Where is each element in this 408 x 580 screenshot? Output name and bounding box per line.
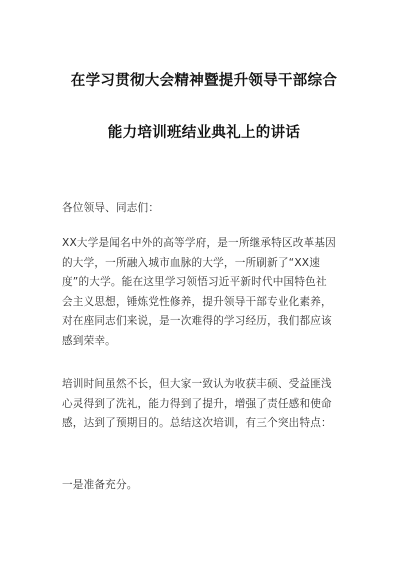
- paragraph-line: 培训时间虽然不长，但大家一致认为收获丰硕、受益匪浅: [62, 378, 332, 390]
- paragraph-line: 感到荣幸。: [62, 334, 116, 347]
- paragraph-line: 的大学，一所融入城市血脉的大学，一所刷新了“XX速: [62, 256, 321, 269]
- paragraph-line: 一是准备充分。: [62, 479, 138, 491]
- paragraph-line: 感，达到了预期目的。总结这次培训，有三个突出特点：: [62, 417, 332, 429]
- document-title-line-1: 在学习贯彻大会精神暨提升领导干部综合: [70, 73, 338, 89]
- paragraph-line: 心灵得到了洗礼，能力得到了提升，增强了责任感和使命: [62, 397, 332, 410]
- paragraph-2: [62, 375, 362, 434]
- paragraph-1: [62, 234, 362, 351]
- paragraph-line: 度”的大学。能在这里学习领悟习近平新时代中国特色社: [62, 276, 327, 288]
- document-title-line-2: 能力培训班结业典礼上的讲话: [107, 125, 301, 141]
- paragraph-line: 会主义思想，锤炼党性修养，提升领导干部专业化素养，: [62, 295, 332, 308]
- paragraph-line: XX大学是闻名中外的高等学府，是一所继承特区改革基因: [62, 237, 336, 249]
- paragraph-3: [62, 476, 362, 496]
- paragraph-line: 对在座同志们来说，是一次难得的学习经历，我们都应该: [62, 315, 332, 327]
- salutation: 各位领导、同志们：: [62, 202, 160, 214]
